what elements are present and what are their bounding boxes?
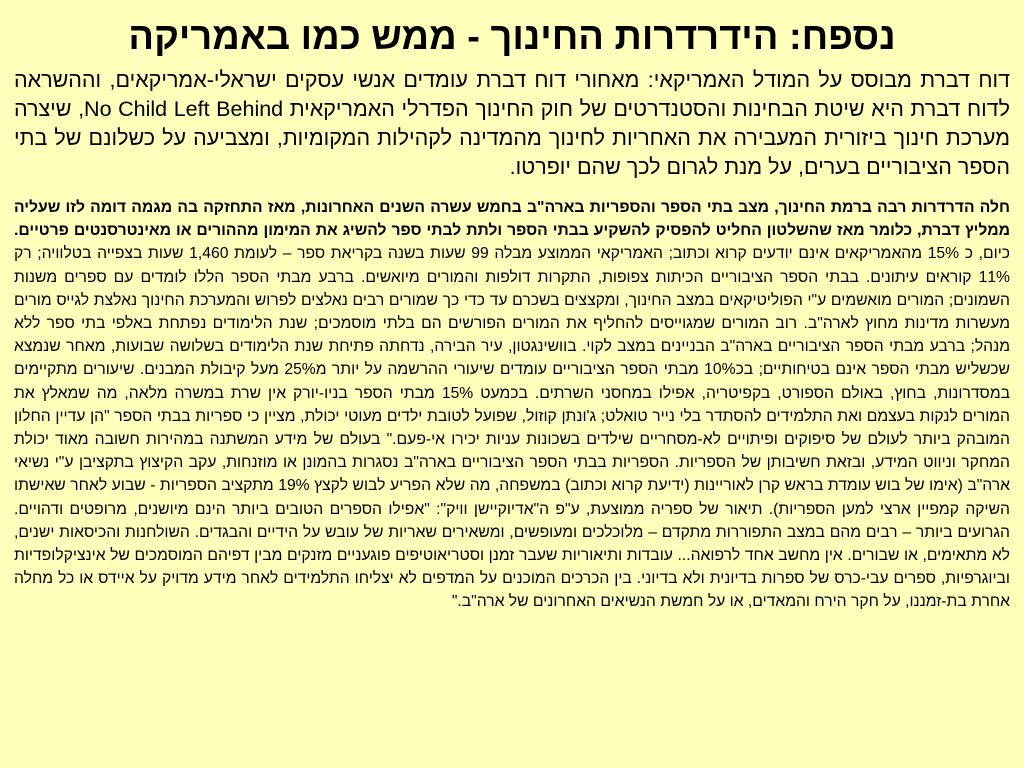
body-text: כיום, כ 15% מהאמריקאים אינם יודעים קרוא וכתוב; האמריקאי הממוצע מבלה 99 שעות בשנה בקריאת ספר – לעומת 1,460 שעות בצפייה בטלוויה; רק 11% קוראים עיתונים. בבתי הספר הציבוריים הכיתות צפופות, התקרות דולפות והמורים מיואשים. ברבע מבתי הספר הללו לומדים עם ספרים משנות השמונים; המורים מואשמים ע"י הפוליטיקאים במצב החינוך, ומקצצים בשכרם עד כדי כך שמורים רבים נאלצים לפרוש והמערכת החינוך נאלצת לגייס מורים מעשרות מדינות מחוץ לארה"ב. רוב המורים שמגוייסים להחליף את המורים הפורשים הם בלתי מוסמכים; שנת הלימודים נפתחת באלפי בתי ספר ללא מנהל; ברבע מבתי הספר הציבוריים בארה"ב הבניינים במצב לקוי. בוושינגטון, עיר הבירה, נדחתה פתיחת שנת הלימודים בשלושה שבועות, מאחר שנמצא שכשליש מבתי הספר אינם בטיחותיים; בכ10% מבתי הספר הציבוריים עומדים שיעורי ההרשמה על יותר מ25% מעל קיבולת המבנים. שיעורים מתקיימים במסדרונות, בחוץ, באולם הספורט, בקפיטריה, אפילו במחסני השרתים. בכמעט 15% מבתי הספר בניו-יורק אין שרת במשרה מלאה, מה שמאלץ את המורים לנקות בעצמם ואת התלמידים להסתדר בלי נייר טואלט; ג'ונתן קוזול, שפועל לטובת ילדים מעוטי יכולת, מציין כי ספריות בבתי הספר "הן עדיין החלון המובהק ביותר לעולם של סיפוקים ופיתויים לא-מסחריים שילדים בשכונות עניות יכירו אי-פעם." בעולם של מידע המשתנה במהירות חשובה מאוד יכולת המחקר וניווט המידע, ובזאת חשיבותן של הספריות. הספריות בבתי הספר הציבוריים בארה"ב נסגרות בהמונן או מוזנחות, עקב הקיצוץ בתקציבן ע"י נשיאי ארה"ב (אימו של בוש עומדת בראש קרן לאוריינות (ידיעת קרוא וכתוב) במשפחה, מה שלא הפריע לבוש לקצץ 19% מתקציב הספריות - שבוע לאחר שאישתו השיקה קמפיין ארצי למען הספריות). תיאור של ספריה ממוצעת, ע"פ ה"אדיוקיישן וויק": "אפילו הספרים הטובים ביותר הינם מיושנים, מרופטים ודהויים. הגרועים ביותר – רבים מהם במצב התפוררות מתקדם – מלוכלכים ומעופשים, ומשאירים שאריות של עובש על הידיים והבגדים. השולחנות והכיסאות ישנים, לא מתאימים, או שבורים. אין מחשב אחד לרפואה... עובדות ותיאוריות שעבר זמנן וסטריאוטיפים פוגעניים מזנקים מבין דפיהם המוסמכים של אינציקלופדיות וביוגרפיות, ספרים עבי-כרס של ספרות בדיונית ולא בדיוני. בין הכרכים המוכנים על המדפים לא יצליחו התלמידים לאחר מידע מדויק על איידס או כל מחלה אחרת בת-זמננו, על חקר הירח והמאדים, או על חמשת הנשיאים האחרונים של ארה"ב." [14, 245, 1011, 611]
body-bold-lead: חלה הדרדרות רבה ברמת החינוך, מצב בתי הספר והספריות בארה"ב בחמש עשרה השנים האחרונות, מאז התחזקה בה מגמה דומה לזו שעליה ממליץ דברת, כלומר מאז שהשלטון החליט להפסיק להשקיע בבתי הספר ולתת לבתי ספר להשיג את המימון מההורים או מאינטרסנטים פרטיים. [14, 199, 1010, 240]
intro-paragraph: דוח דברת מבוסס על המודל האמריקאי: מאחורי דוח דברת עומדים אנשי עסקים ישראלי-אמריקאים, וההשראה לדוח דברת היא שיטת הבחינות והסטנדרטים של חוק החינוך הפדרלי האמריקאית No Child Left Behind, שיצרה מערכת חינוך ביזורית המעבירה את האחריות לחינוך מהמדינה לקהילות המקומיות, ומצביעה על כשלונם של בתי הספר הציבוריים בערים, על מנת לגרום לכך שהם יופרטו. [14, 68, 1010, 179]
body-paragraph [14, 196, 1010, 614]
slide-title: נספח: הידרדרות החינוך - ממש כמו באמריקה [128, 16, 896, 58]
